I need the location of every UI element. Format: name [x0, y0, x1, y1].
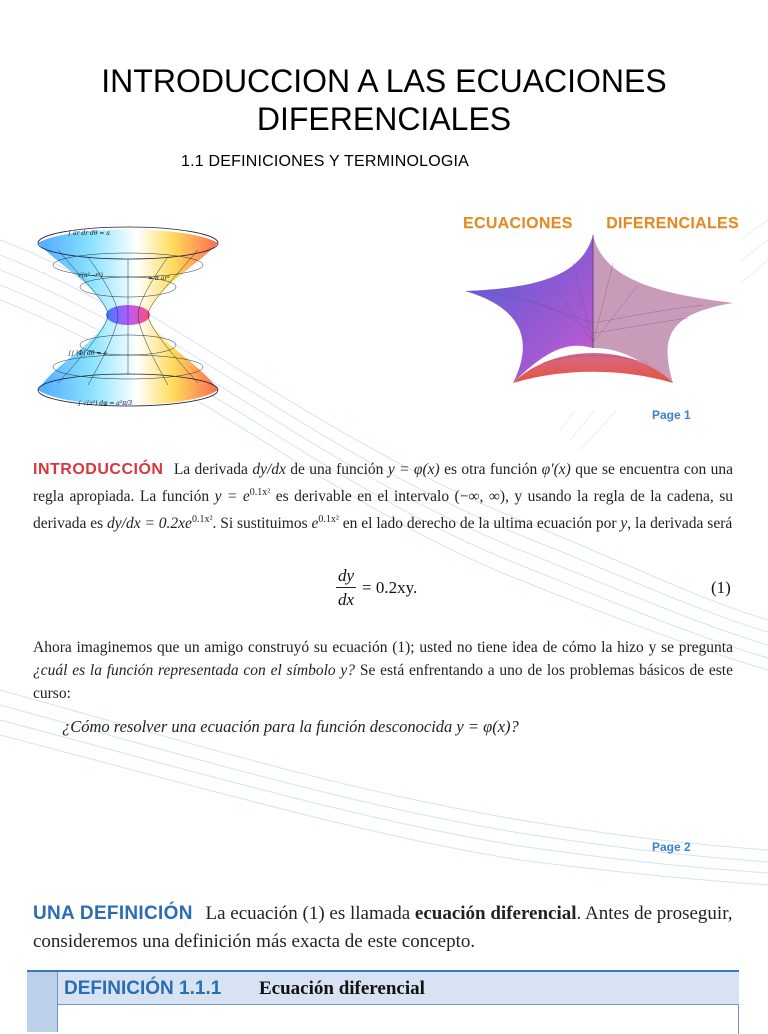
definition-paragraph: UNA DEFINICIÓN La ecuación (1) es llamada ecuación diferencial. Antes de proseguir, consideremos una definición más exacta de este concepto. [33, 903, 733, 952]
definition-box-border [738, 1004, 739, 1034]
definition-box-sidebar [27, 972, 58, 1032]
equation-rhs: = 0.2xy. [362, 578, 418, 597]
star-surface-graphic [453, 193, 741, 411]
title-line-1: INTRODUCCION A LAS ECUACIONES [101, 63, 667, 99]
definition-label: DEFINICIÓN 1.1.1 [64, 978, 222, 999]
intro-paragraph: INTRODUCCIÓN La derivada dy/dx de una función y = φ(x) es otra función φ′(x) que se encuentra con una regla apropiada. La función $y = e^{0.1x^2}$ es derivable en el intervalo (−∞, ∞), y usando la regla de la cadena, su derivada es $dy/dx = 0.2xe^{0.1x^2}$. Si sustituimos $e^{0.1x^2}$ en el lado derecho de la ultima ecuación por y, la derivada será [33, 461, 734, 533]
definition-name: Ecuación diferencial [259, 978, 425, 999]
svg-text:∫∫ |Φ| dθ = a: ∫∫ |Φ| dθ = a [68, 350, 107, 357]
title-line-2: DIFERENCIALES [256, 101, 512, 137]
svg-text:∫ ar dr dθ = a: ∫ ar dr dθ = a [68, 230, 110, 237]
figure-title: ECUACIONES DIFERENCIALES [463, 215, 739, 232]
document-title [0, 62, 768, 138]
svg-text:∫ √(a²) dφ = a²π/3: ∫ √(a²) dφ = a²π/3 [78, 400, 133, 407]
page-label-2: Page 2 [652, 840, 691, 854]
equation-1 [0, 566, 768, 616]
intro-heading: INTRODUCCIÓN [33, 461, 164, 478]
section-subtitle: 1.1 DEFINICIONES Y TERMINOLOGIA [181, 153, 470, 170]
hyperboloid-figure [28, 205, 228, 445]
fraction-dy-dx: $\frac{dy}{dx}$ [338, 566, 355, 609]
equation-number: (1) [711, 578, 731, 597]
paragraph-2: Ahora imaginemos que un amigo construyó su ecuación (1); usted no tiene idea de cómo la hizo y se pregunta ¿cuál es la función representada con el símbolo y? Se está enfrentando a uno de los problemas básicos de este curso: [33, 639, 733, 702]
definition-box [27, 970, 739, 1032]
ecuaciones-diferenciales-figure [453, 193, 741, 411]
key-question: ¿Cómo resolver una ecuación para la función desconocida y = φ(x)? [62, 717, 519, 736]
svg-text:√(a²−r²): √(a²−r²) [78, 272, 103, 279]
definition-heading: UNA DEFINICIÓN [33, 903, 193, 924]
svg-text:= π ar²: = π ar² [148, 275, 170, 282]
page-label-1: Page 1 [652, 408, 691, 422]
